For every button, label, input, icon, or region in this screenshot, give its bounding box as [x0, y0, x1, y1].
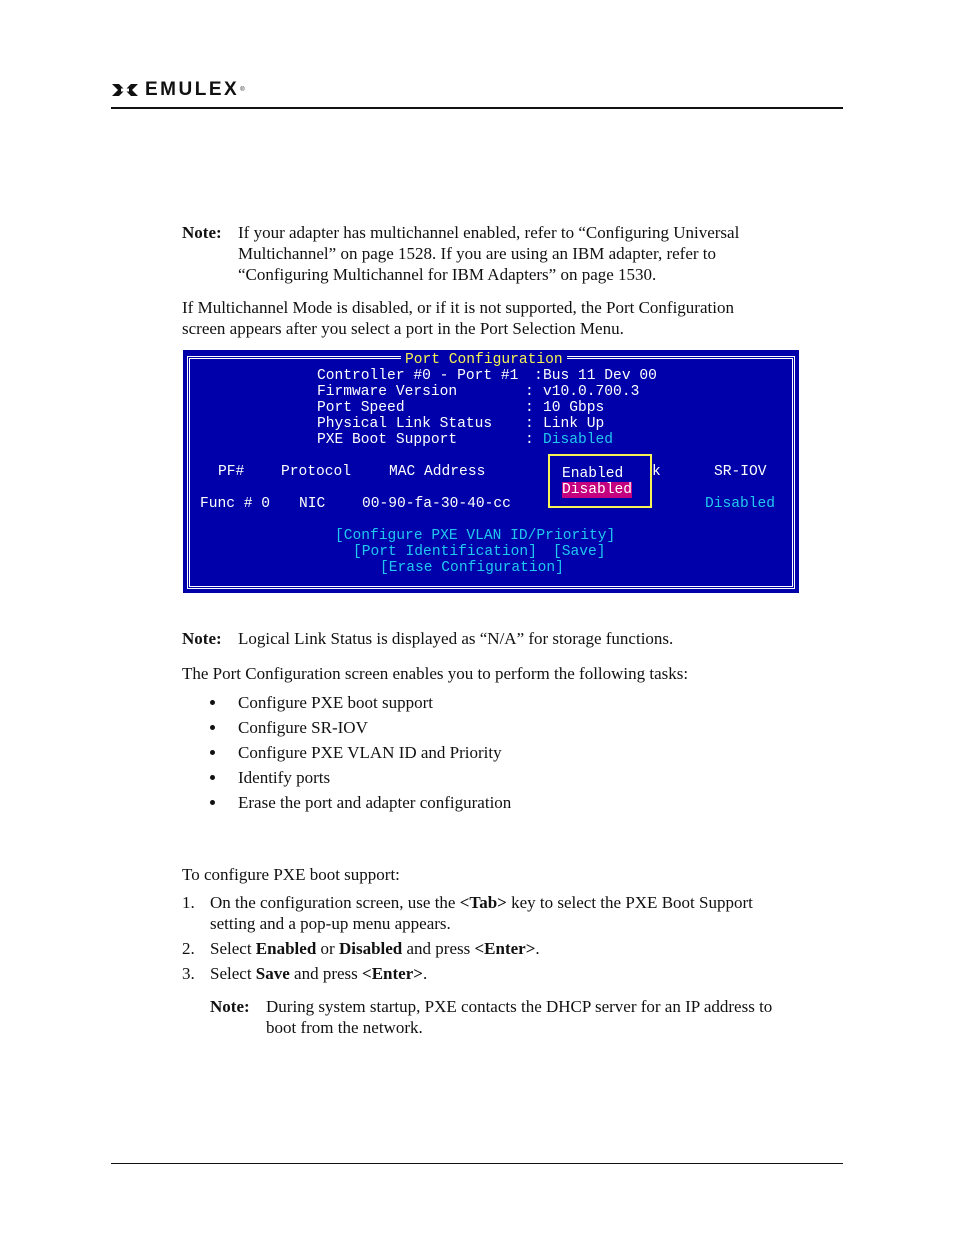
info-colon: : [525, 384, 534, 400]
configure-vlan-menu-item[interactable]: [Configure PXE VLAN ID/Priority] [335, 528, 616, 544]
note-label: Note: [210, 997, 250, 1016]
bullet-icon [210, 725, 215, 730]
screen-title: Port Configuration [401, 352, 567, 368]
list-item: Erase the port and adapter configuration [210, 790, 511, 815]
note-text-line: boot from the network. [266, 1018, 423, 1037]
info-colon: : [525, 432, 534, 448]
pxe-boot-support-value[interactable]: Disabled [543, 432, 614, 448]
note-label: Note: [182, 223, 222, 242]
column-header-pf: PF# [218, 464, 245, 480]
info-value: Link Up [543, 416, 605, 432]
erase-configuration-menu-item[interactable]: [Erase Configuration] [380, 560, 564, 576]
sriov-value[interactable]: Disabled [705, 496, 776, 512]
info-value: Bus 11 Dev 00 [543, 368, 657, 384]
bullet-icon [210, 775, 215, 780]
note-text-line: Multichannel” on page 1528. If you are using an IBM adapter, refer to [238, 244, 716, 263]
step-list [182, 892, 753, 986]
info-label: Physical Link Status [317, 416, 501, 432]
info-label: Firmware Version [317, 384, 501, 400]
popup-option-enabled[interactable]: Enabled [562, 466, 633, 482]
column-header-k: k [652, 464, 661, 480]
save-menu-item[interactable]: [Save] [553, 544, 606, 560]
list-item: Configure PXE boot support [210, 690, 511, 715]
step-item: 3. Select Save and press <Enter>. [182, 964, 428, 983]
procedure-intro: To configure PXE boot support: [182, 865, 400, 884]
bullet-icon [210, 750, 215, 755]
step-item: 1. On the configuration screen, use the <Tab> key to select the PXE Boot Support setting and a pop-up menu appears. [182, 893, 753, 933]
info-colon: : [525, 400, 534, 416]
popup-option-disabled[interactable]: Disabled [562, 482, 633, 498]
intro-line: If Multichannel Mode is disabled, or if it is not supported, the Port Configuration [182, 298, 734, 317]
note-text-line: If your adapter has multichannel enabled, refer to “Configuring Universal [238, 223, 740, 242]
info-value: 10 Gbps [543, 400, 605, 416]
info-label: PXE Boot Support [317, 432, 501, 448]
footer-rule [111, 1163, 843, 1164]
list-item: Configure SR-IOV [210, 715, 511, 740]
note-label: Note: [182, 629, 222, 648]
header-rule [111, 107, 843, 109]
port-configuration-screen [183, 350, 799, 593]
brand-name: EMULEX [145, 79, 240, 100]
column-header-mac: MAC Address [389, 464, 486, 480]
list-item: Identify ports [210, 765, 511, 790]
step-item: 2. Select Enabled or Disabled and press <Enter>. [182, 939, 540, 958]
bullet-icon [210, 700, 215, 705]
info-label: Controller #0 - Port #1 [317, 368, 519, 384]
note-text-line: During system startup, PXE contacts the DHCP server for an IP address to [266, 997, 773, 1016]
trademark: ® [240, 87, 245, 93]
pxe-boot-popup [548, 454, 652, 508]
intro-line: screen appears after you select a port in the Port Selection Menu. [182, 319, 624, 338]
func-protocol: NIC [299, 496, 326, 512]
info-value: v10.0.700.3 [543, 384, 640, 400]
task-list [210, 690, 511, 815]
column-header-sriov: SR-IOV [714, 464, 767, 480]
emulex-logo [111, 80, 245, 100]
func-label: Func # 0 [200, 496, 271, 512]
list-item: Configure PXE VLAN ID and Priority [210, 740, 511, 765]
port-identification-menu-item[interactable]: [Port Identification] [353, 544, 537, 560]
bullet-icon [210, 800, 215, 805]
note-text: Logical Link Status is displayed as “N/A” for storage functions. [238, 629, 674, 648]
info-colon: : [534, 368, 543, 384]
info-label: Port Speed [317, 400, 501, 416]
note-text-line: “Configuring Multichannel for IBM Adapters” on page 1530. [238, 265, 657, 284]
info-colon: : [525, 416, 534, 432]
emulex-logo-icon [111, 82, 139, 98]
func-mac: 00-90-fa-30-40-cc [362, 496, 511, 512]
tasks-intro: The Port Configuration screen enables you to perform the following tasks: [182, 664, 689, 683]
column-header-protocol: Protocol [281, 464, 352, 480]
